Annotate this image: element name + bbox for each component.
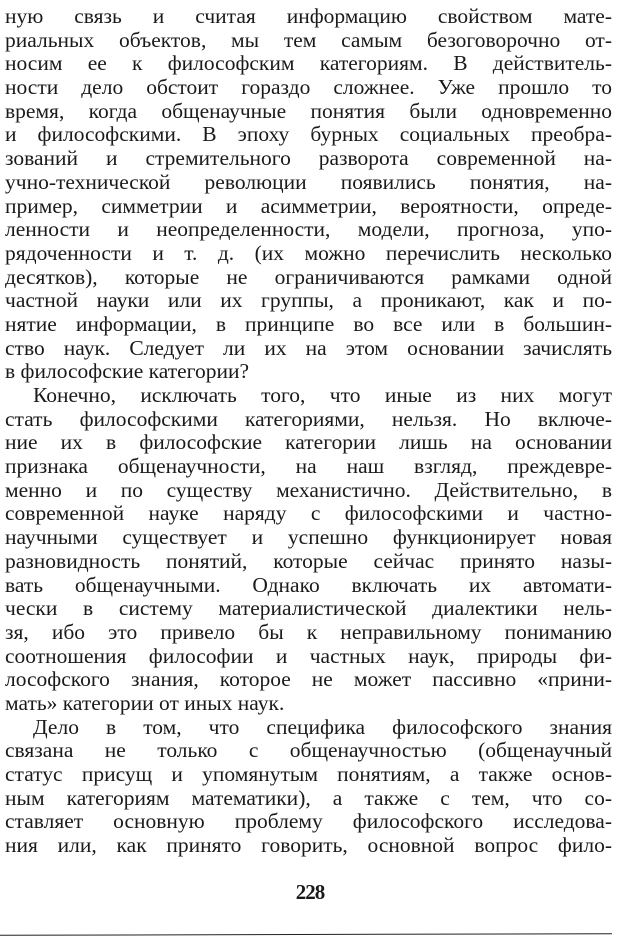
text-line: лософского знания, которое не может пассивно «прини-: [5, 667, 612, 692]
text-line: и философскими. В эпоху бурных социальных преобра-: [5, 122, 612, 147]
text-line: чески в систему материалистической диалектики нель-: [5, 596, 612, 621]
text-line: рядоченности и т. д. (их можно перечислить несколько: [5, 240, 612, 265]
text-line: частной науки или их группы, а проникают, как и по-: [5, 288, 612, 313]
body-text: [5, 5, 612, 858]
paragraph-first-line: Конечно, исключать того, что иные из них могут: [33, 383, 612, 407]
text-line: ставляет основную проблему философского исследова-: [5, 809, 612, 834]
text-line: статус присущ и упомянутым понятиям, а также основ-: [5, 762, 612, 786]
text-line: ным категориям математики), а также с тем, что со-: [5, 785, 612, 810]
text-line: носим ее к философским категориям. В действитель-: [5, 51, 612, 76]
text-line: стать философскими категориями, нельзя. Но включе-: [5, 406, 612, 431]
text-line: ную связь и считая информацию свойством мате-: [5, 4, 612, 28]
text-line: современной науке наряду с философскими и частно-: [5, 501, 612, 526]
text-line: научными существует и успешно функционирует новая: [5, 525, 612, 550]
text-line: соотношения философии и частных наук, природы фи-: [5, 643, 612, 668]
text-line: пример, симметрии и асимметрии, вероятности, опреде-: [5, 193, 612, 218]
text-line: ленности и неопределенности, модели, прогноза, упо-: [5, 217, 612, 242]
text-line: разновидность понятий, которые сейчас принято назы-: [5, 548, 612, 573]
text-line: учно-технической революции появились понятия, на-: [5, 169, 612, 194]
page-bottom-rule: [0, 933, 612, 936]
page-number: 228: [295, 880, 325, 904]
text-line: признака общенаучности, на наш взгляд, преждевре-: [5, 454, 612, 479]
text-line: зя, ибо это привело бы к неправильному пониманию: [5, 619, 612, 644]
text-line: десятков), которые не ограничиваются рамками одной: [5, 264, 612, 289]
text-line: нятие информации, в принципе во все или в большин-: [5, 311, 612, 336]
text-line: риальных объектов, мы тем самым безоговорочно от-: [5, 27, 612, 52]
paragraph-first-line: Дело в том, что специфика философского знания: [33, 714, 612, 739]
text-line: связана не только с общенаучностью (общенаучный: [5, 738, 612, 763]
text-line: вать общенаучными. Однако включать их автомати-: [5, 572, 612, 597]
text-line: ности дело обстоит гораздо сложнее. Уже прошло то: [5, 75, 612, 100]
text-line: ние их в философские категории лишь на основании: [5, 430, 612, 455]
text-line: мать» категории от иных наук.: [5, 690, 285, 715]
text-line: зований и стремительного разворота современной на-: [5, 146, 612, 171]
text-line: ния или, как принято говорить, основной вопрос фило-: [5, 833, 612, 858]
text-line: время, когда общенаучные понятия были одновременно: [5, 98, 612, 123]
text-line: ство наук. Следует ли их на этом основании зачислять: [5, 335, 612, 360]
text-line: менно и по существу механистично. Действительно, в: [5, 477, 612, 502]
text-line: в философские категории?: [5, 359, 249, 384]
